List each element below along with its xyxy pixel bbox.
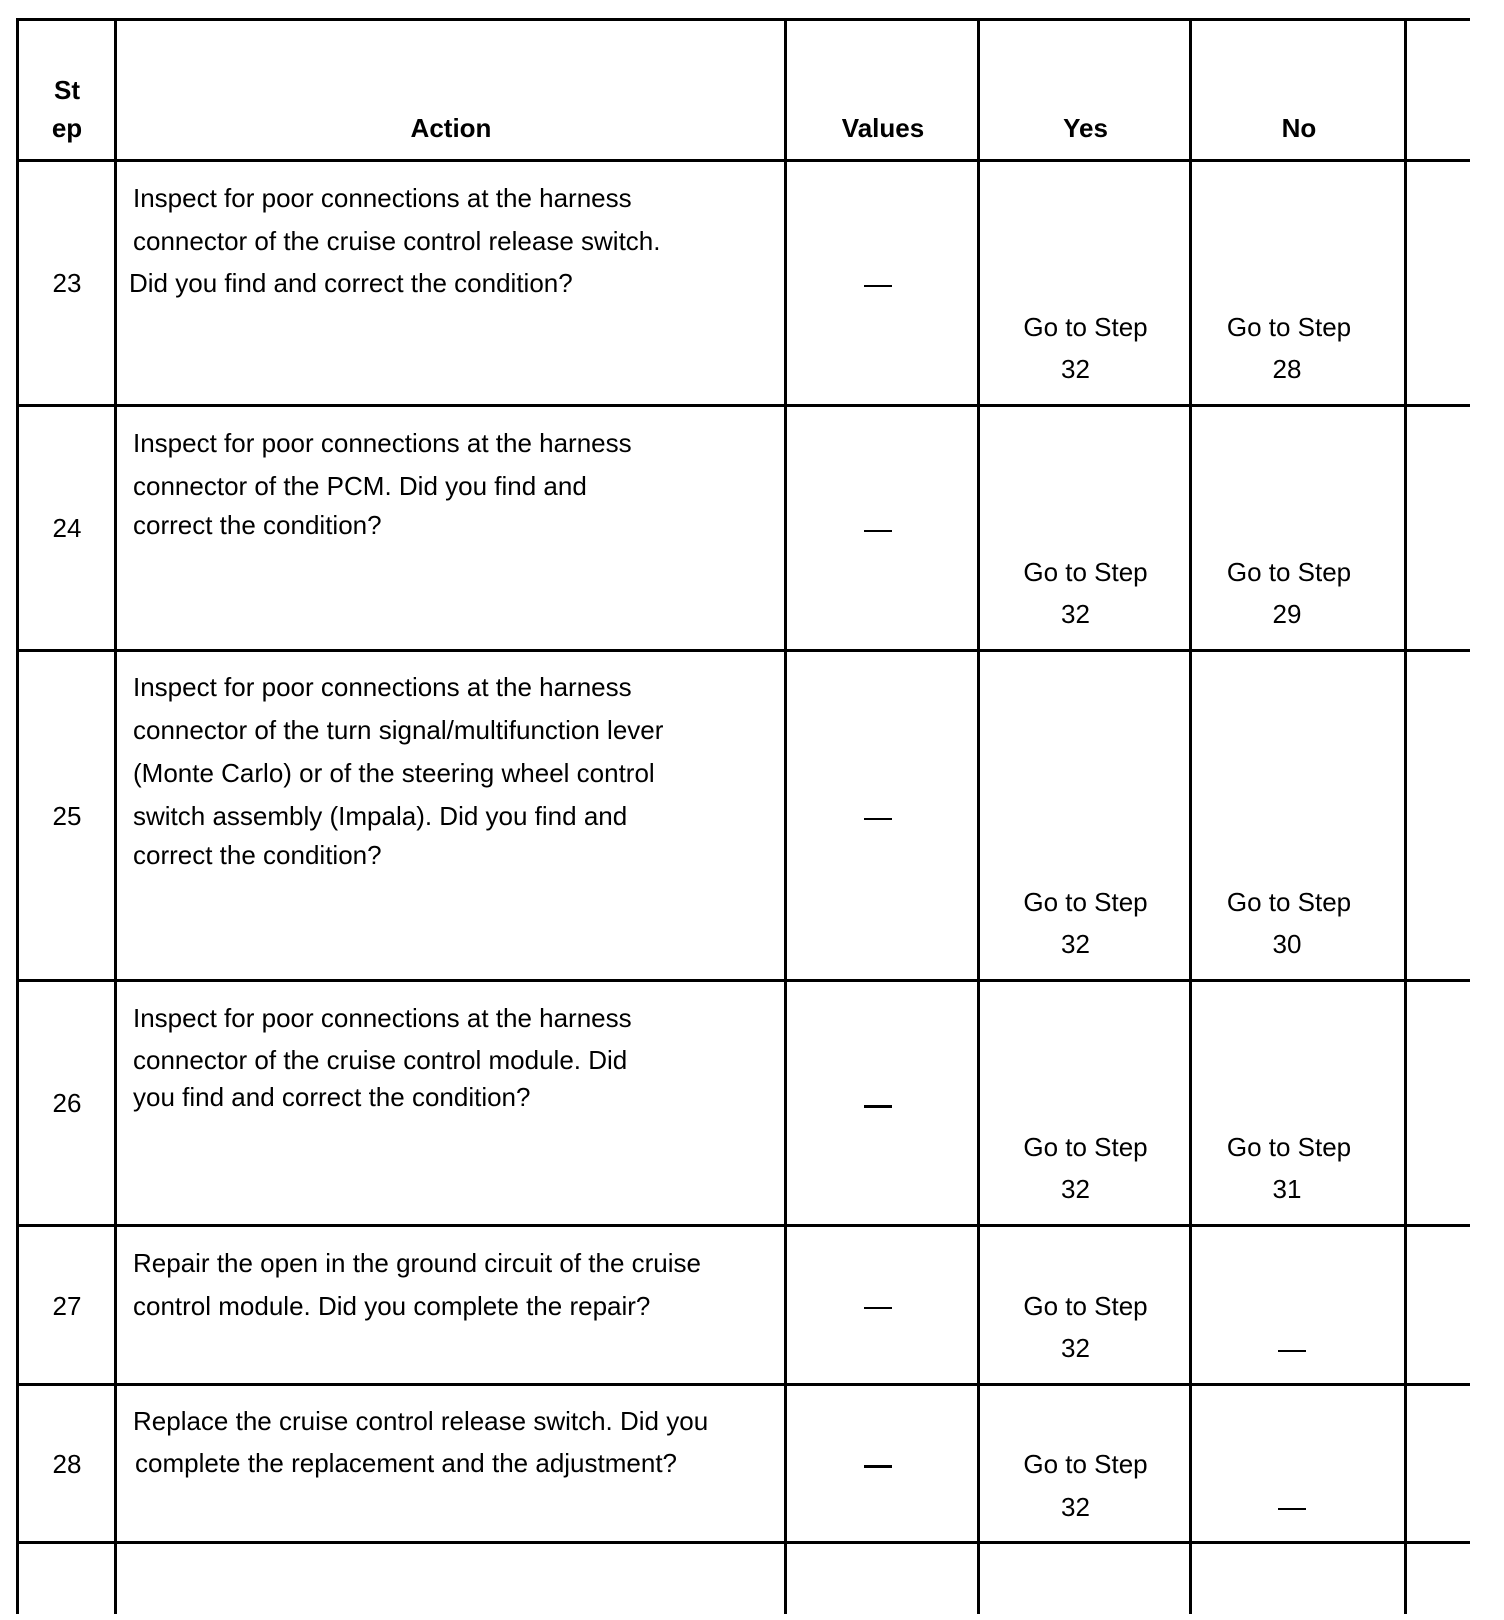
yes-step-number: 32 xyxy=(1061,1333,1090,1363)
no-dash xyxy=(1278,1350,1306,1352)
action-text-line: Repair the open in the ground circuit of the cruise xyxy=(133,1248,702,1278)
header-values: Values xyxy=(841,113,925,143)
values-text xyxy=(864,516,890,546)
yes-go-to-step: Go to Step xyxy=(1023,1449,1148,1479)
yes-step-number: 32 xyxy=(1061,1174,1090,1204)
no-step-number: 28 xyxy=(1272,354,1302,384)
action-text-line: Inspect for poor connections at the harness xyxy=(133,428,632,458)
yes-go-to-step: Go to Step xyxy=(1023,887,1148,917)
values-text xyxy=(864,804,890,834)
yes-step-number: 32 xyxy=(1061,1492,1090,1522)
action-text-line: complete the replacement and the adjustment? xyxy=(135,1448,678,1478)
row-divider xyxy=(16,1224,1470,1227)
values-dash xyxy=(864,1465,892,1468)
step-number: 24 xyxy=(52,513,82,543)
table-border-right xyxy=(1404,18,1407,1614)
no-text xyxy=(1278,1336,1304,1366)
values-dash xyxy=(864,285,892,287)
values-dash xyxy=(864,1307,892,1309)
yes-go-to-step: Go to Step xyxy=(1023,312,1148,342)
action-text-line: control module. Did you complete the repair? xyxy=(133,1291,651,1321)
row-divider xyxy=(16,404,1470,407)
header-yes: Yes xyxy=(1063,113,1108,143)
action-text-line: connector of the cruise control module. Did xyxy=(133,1045,628,1075)
action-text-line: switch assembly (Impala). Did you find and xyxy=(133,801,628,831)
action-text-line: Replace the cruise control release switch. Did you xyxy=(133,1406,709,1436)
values-dash xyxy=(864,818,892,820)
header-no: No xyxy=(1281,113,1317,143)
row-divider xyxy=(16,979,1470,982)
action-text-line: correct the condition? xyxy=(133,510,382,540)
yes-go-to-step: Go to Step xyxy=(1023,557,1148,587)
action-text-line: connector of the turn signal/multifunction lever xyxy=(133,715,664,745)
row-divider xyxy=(16,1383,1470,1386)
values-dash xyxy=(864,1105,892,1108)
action-text-line: Did you find and correct the condition? xyxy=(129,268,573,298)
values-dash xyxy=(864,530,892,532)
yes-go-to-step: Go to Step xyxy=(1023,1132,1148,1162)
action-text-line: Inspect for poor connections at the harness xyxy=(133,672,632,702)
step-number: 25 xyxy=(52,801,82,831)
no-step-number: 31 xyxy=(1272,1174,1302,1204)
yes-step-number: 32 xyxy=(1061,929,1090,959)
no-go-to-step: Go to Step xyxy=(1226,312,1352,342)
values-text xyxy=(864,271,890,301)
header-step-line1: St xyxy=(54,75,80,105)
action-text-line: (Monte Carlo) or of the steering wheel control xyxy=(133,758,655,788)
action-text-line: connector of the PCM. Did you find and xyxy=(133,471,587,501)
no-step-number: 30 xyxy=(1272,929,1302,959)
step-number: 26 xyxy=(52,1088,82,1118)
table-border-bottom xyxy=(16,1541,1470,1544)
header-step-line2: ep xyxy=(51,113,83,143)
yes-go-to-step: Go to Step xyxy=(1023,1291,1148,1321)
no-dash xyxy=(1278,1508,1306,1510)
column-divider xyxy=(784,18,787,1614)
table-border-top xyxy=(16,18,1470,21)
step-number: 28 xyxy=(52,1449,82,1479)
no-go-to-step: Go to Step xyxy=(1226,1132,1352,1162)
column-divider xyxy=(977,18,980,1614)
column-divider xyxy=(1189,18,1192,1614)
yes-step-number: 32 xyxy=(1061,354,1090,384)
values-text xyxy=(864,1091,890,1121)
no-go-to-step: Go to Step xyxy=(1226,887,1352,917)
no-go-to-step: Go to Step xyxy=(1226,557,1352,587)
action-text-line: Inspect for poor connections at the harness xyxy=(133,183,632,213)
action-text-line: connector of the cruise control release switch. xyxy=(133,226,661,256)
yes-step-number: 32 xyxy=(1061,599,1090,629)
step-number: 27 xyxy=(52,1291,82,1321)
row-divider xyxy=(16,649,1470,652)
values-text xyxy=(864,1293,890,1323)
no-text xyxy=(1278,1494,1304,1524)
header-action: Action xyxy=(410,113,492,143)
action-text-line: Inspect for poor connections at the harness xyxy=(133,1003,632,1033)
values-text xyxy=(864,1451,890,1481)
row-divider xyxy=(16,159,1470,162)
no-step-number: 29 xyxy=(1272,599,1302,629)
step-number: 23 xyxy=(52,268,82,298)
action-text-line: correct the condition? xyxy=(133,840,382,870)
action-text-line: you find and correct the condition? xyxy=(133,1082,531,1112)
